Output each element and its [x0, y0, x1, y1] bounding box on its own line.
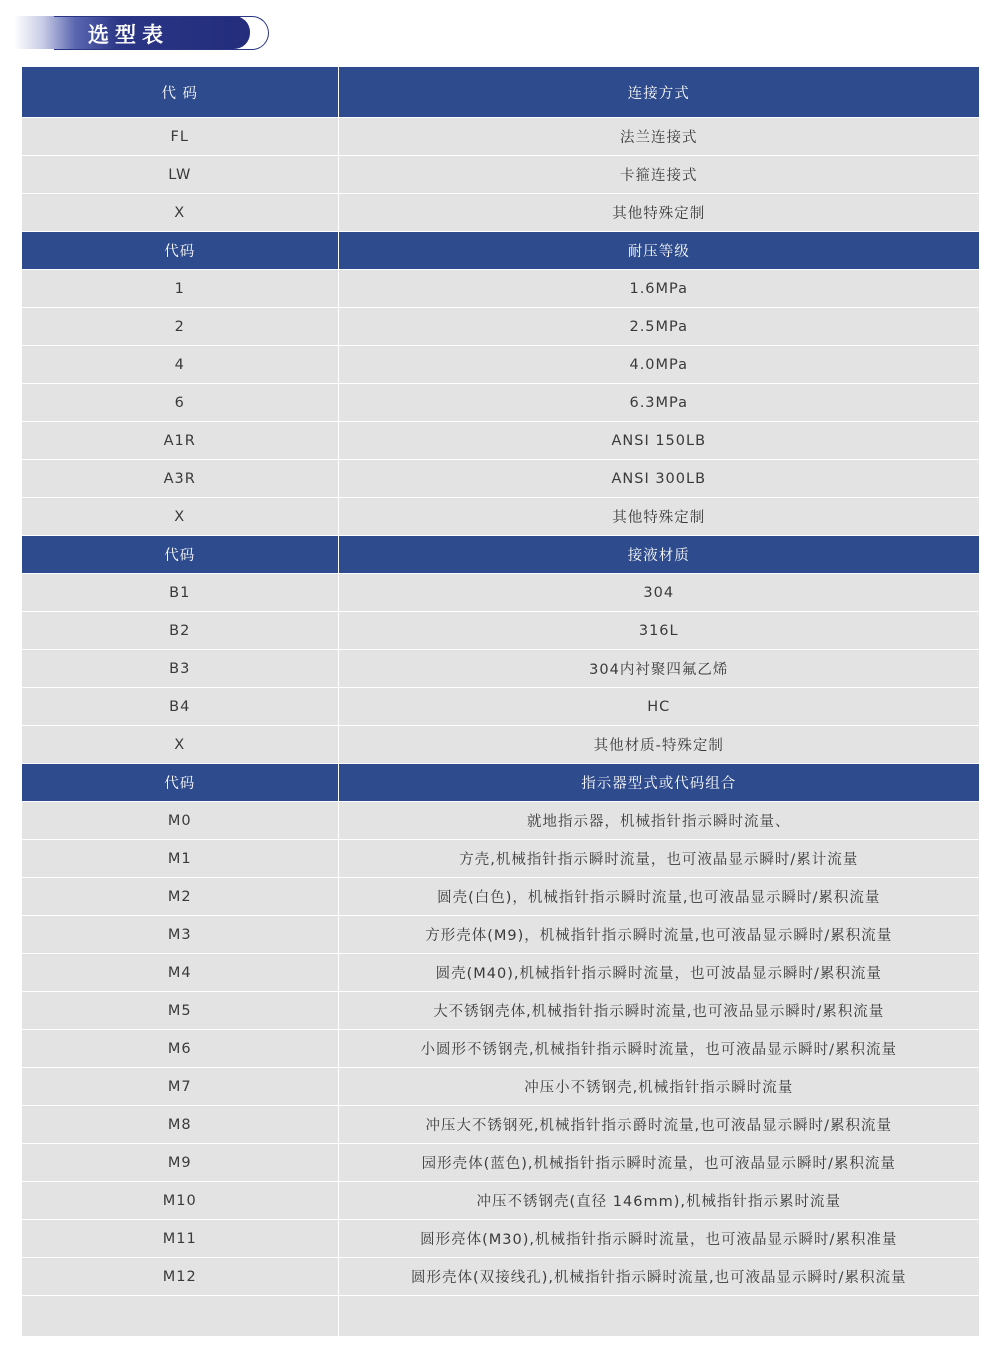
description-cell: 圆壳(白色)，机械指针指示瞬时流量,也可液晶显示瞬时/累积流量: [338, 878, 979, 916]
code-cell: 2: [22, 308, 338, 346]
description-cell: 圆形壳体(双接线孔),机械指针指示瞬时流量,也可液晶显示瞬时/累积流量: [338, 1258, 979, 1296]
table-row: [22, 422, 979, 460]
description-cell: 316L: [338, 612, 979, 650]
description-cell: 2.5MPa: [338, 308, 979, 346]
code-cell: X: [22, 194, 338, 232]
table-row: [22, 1030, 979, 1068]
table-row: [22, 1296, 979, 1337]
header-desc-cell: 耐压等级: [338, 232, 979, 270]
description-cell: 冲压大不锈钢死,机械指针指示爵时流量,也可液晶显示瞬时/累积流量: [338, 1106, 979, 1144]
table-row: [22, 1182, 979, 1220]
code-cell: B3: [22, 650, 338, 688]
description-cell: 1.6MPa: [338, 270, 979, 308]
description-cell: ANSI 300LB: [338, 460, 979, 498]
header-code-cell: 代 码: [22, 67, 338, 118]
table-row: [22, 726, 979, 764]
table-row: [22, 612, 979, 650]
table-row: [22, 270, 979, 308]
code-cell: LW: [22, 156, 338, 194]
description-cell: ANSI 150LB: [338, 422, 979, 460]
code-cell: 6: [22, 384, 338, 422]
page-title: 选型表: [88, 23, 169, 47]
code-cell: X: [22, 498, 338, 536]
table-row: [22, 1068, 979, 1106]
table-row: [22, 118, 979, 156]
table-row: [22, 802, 979, 840]
header-code-cell: 代码: [22, 764, 338, 802]
table-row: [22, 1258, 979, 1296]
table-row: [22, 1220, 979, 1258]
code-cell: M6: [22, 1030, 338, 1068]
table-row: [22, 916, 979, 954]
header-desc-cell: 接液材质: [338, 536, 979, 574]
code-cell: M10: [22, 1182, 338, 1220]
description-cell: 其他特殊定制: [338, 194, 979, 232]
description-cell: 就地指示器，机械指针指示瞬时流量、: [338, 802, 979, 840]
code-cell: M11: [22, 1220, 338, 1258]
table-row: [22, 574, 979, 612]
description-cell: 其他材质-特殊定制: [338, 726, 979, 764]
code-cell: 1: [22, 270, 338, 308]
description-cell: 圆形亮体(M30),机械指针指示瞬时流量，也可液晶显示瞬时/累积准量: [338, 1220, 979, 1258]
table-row: [22, 992, 979, 1030]
description-cell: 圆壳(M40),机械指针指示瞬时流量，也可波晶显示瞬时/累积流量: [338, 954, 979, 992]
table-row: [22, 194, 979, 232]
code-cell: M5: [22, 992, 338, 1030]
code-cell: A1R: [22, 422, 338, 460]
section-header-row: [22, 232, 979, 270]
code-cell: M8: [22, 1106, 338, 1144]
code-cell: M7: [22, 1068, 338, 1106]
code-cell: M0: [22, 802, 338, 840]
code-cell: [22, 1296, 338, 1337]
header-code-cell: 代码: [22, 232, 338, 270]
code-cell: M3: [22, 916, 338, 954]
description-cell: 冲压不锈钢壳(直径 146mm),机械指针指示累时流量: [338, 1182, 979, 1220]
title-banner: [14, 16, 256, 50]
description-cell: 4.0MPa: [338, 346, 979, 384]
selection-table-body: [22, 67, 979, 1337]
code-cell: 4: [22, 346, 338, 384]
code-cell: M4: [22, 954, 338, 992]
code-cell: B4: [22, 688, 338, 726]
description-cell: 304: [338, 574, 979, 612]
table-row: [22, 1144, 979, 1182]
header-desc-cell: 指示器型式或代码组合: [338, 764, 979, 802]
code-cell: X: [22, 726, 338, 764]
code-cell: M2: [22, 878, 338, 916]
description-cell: 法兰连接式: [338, 118, 979, 156]
description-cell: 方形壳体(M9)，机械指针指示瞬时流量,也可液晶显示瞬时/累积流量: [338, 916, 979, 954]
description-cell: 小圆形不锈钢壳,机械指针指示瞬时流量，也可液晶显示瞬时/累积流量: [338, 1030, 979, 1068]
header-code-cell: 代码: [22, 536, 338, 574]
table-row: [22, 460, 979, 498]
table-row: [22, 384, 979, 422]
description-cell: HC: [338, 688, 979, 726]
description-cell: [338, 1296, 979, 1337]
table-row: [22, 840, 979, 878]
description-cell: 园形壳体(蓝色),机械指针指示瞬时流量，也可液晶显示瞬时/累积流量: [338, 1144, 979, 1182]
table-row: [22, 156, 979, 194]
section-header-row: [22, 764, 979, 802]
description-cell: 冲压小不锈钢壳,机械指针指示瞬时流量: [338, 1068, 979, 1106]
section-header-row: [22, 536, 979, 574]
code-cell: M12: [22, 1258, 338, 1296]
description-cell: 方壳,机械指针指示瞬时流量，也可液晶显示瞬时/累计流量: [338, 840, 979, 878]
table-row: [22, 954, 979, 992]
code-cell: A3R: [22, 460, 338, 498]
code-cell: M9: [22, 1144, 338, 1182]
table-row: [22, 498, 979, 536]
header-desc-cell: 连接方式: [338, 67, 979, 118]
description-cell: 304内衬聚四氟乙烯: [338, 650, 979, 688]
description-cell: 其他特殊定制: [338, 498, 979, 536]
section-header-row: [22, 67, 979, 118]
code-cell: B2: [22, 612, 338, 650]
table-row: [22, 650, 979, 688]
code-cell: FL: [22, 118, 338, 156]
table-row: [22, 308, 979, 346]
table-row: [22, 878, 979, 916]
description-cell: 卡箍连接式: [338, 156, 979, 194]
code-cell: B1: [22, 574, 338, 612]
description-cell: 6.3MPa: [338, 384, 979, 422]
description-cell: 大不锈钢壳体,机械指针指示瞬时流量,也可液品显示瞬时/累积流量: [338, 992, 979, 1030]
code-cell: M1: [22, 840, 338, 878]
table-row: [22, 1106, 979, 1144]
table-row: [22, 688, 979, 726]
selection-table: [22, 67, 979, 1337]
table-row: [22, 346, 979, 384]
